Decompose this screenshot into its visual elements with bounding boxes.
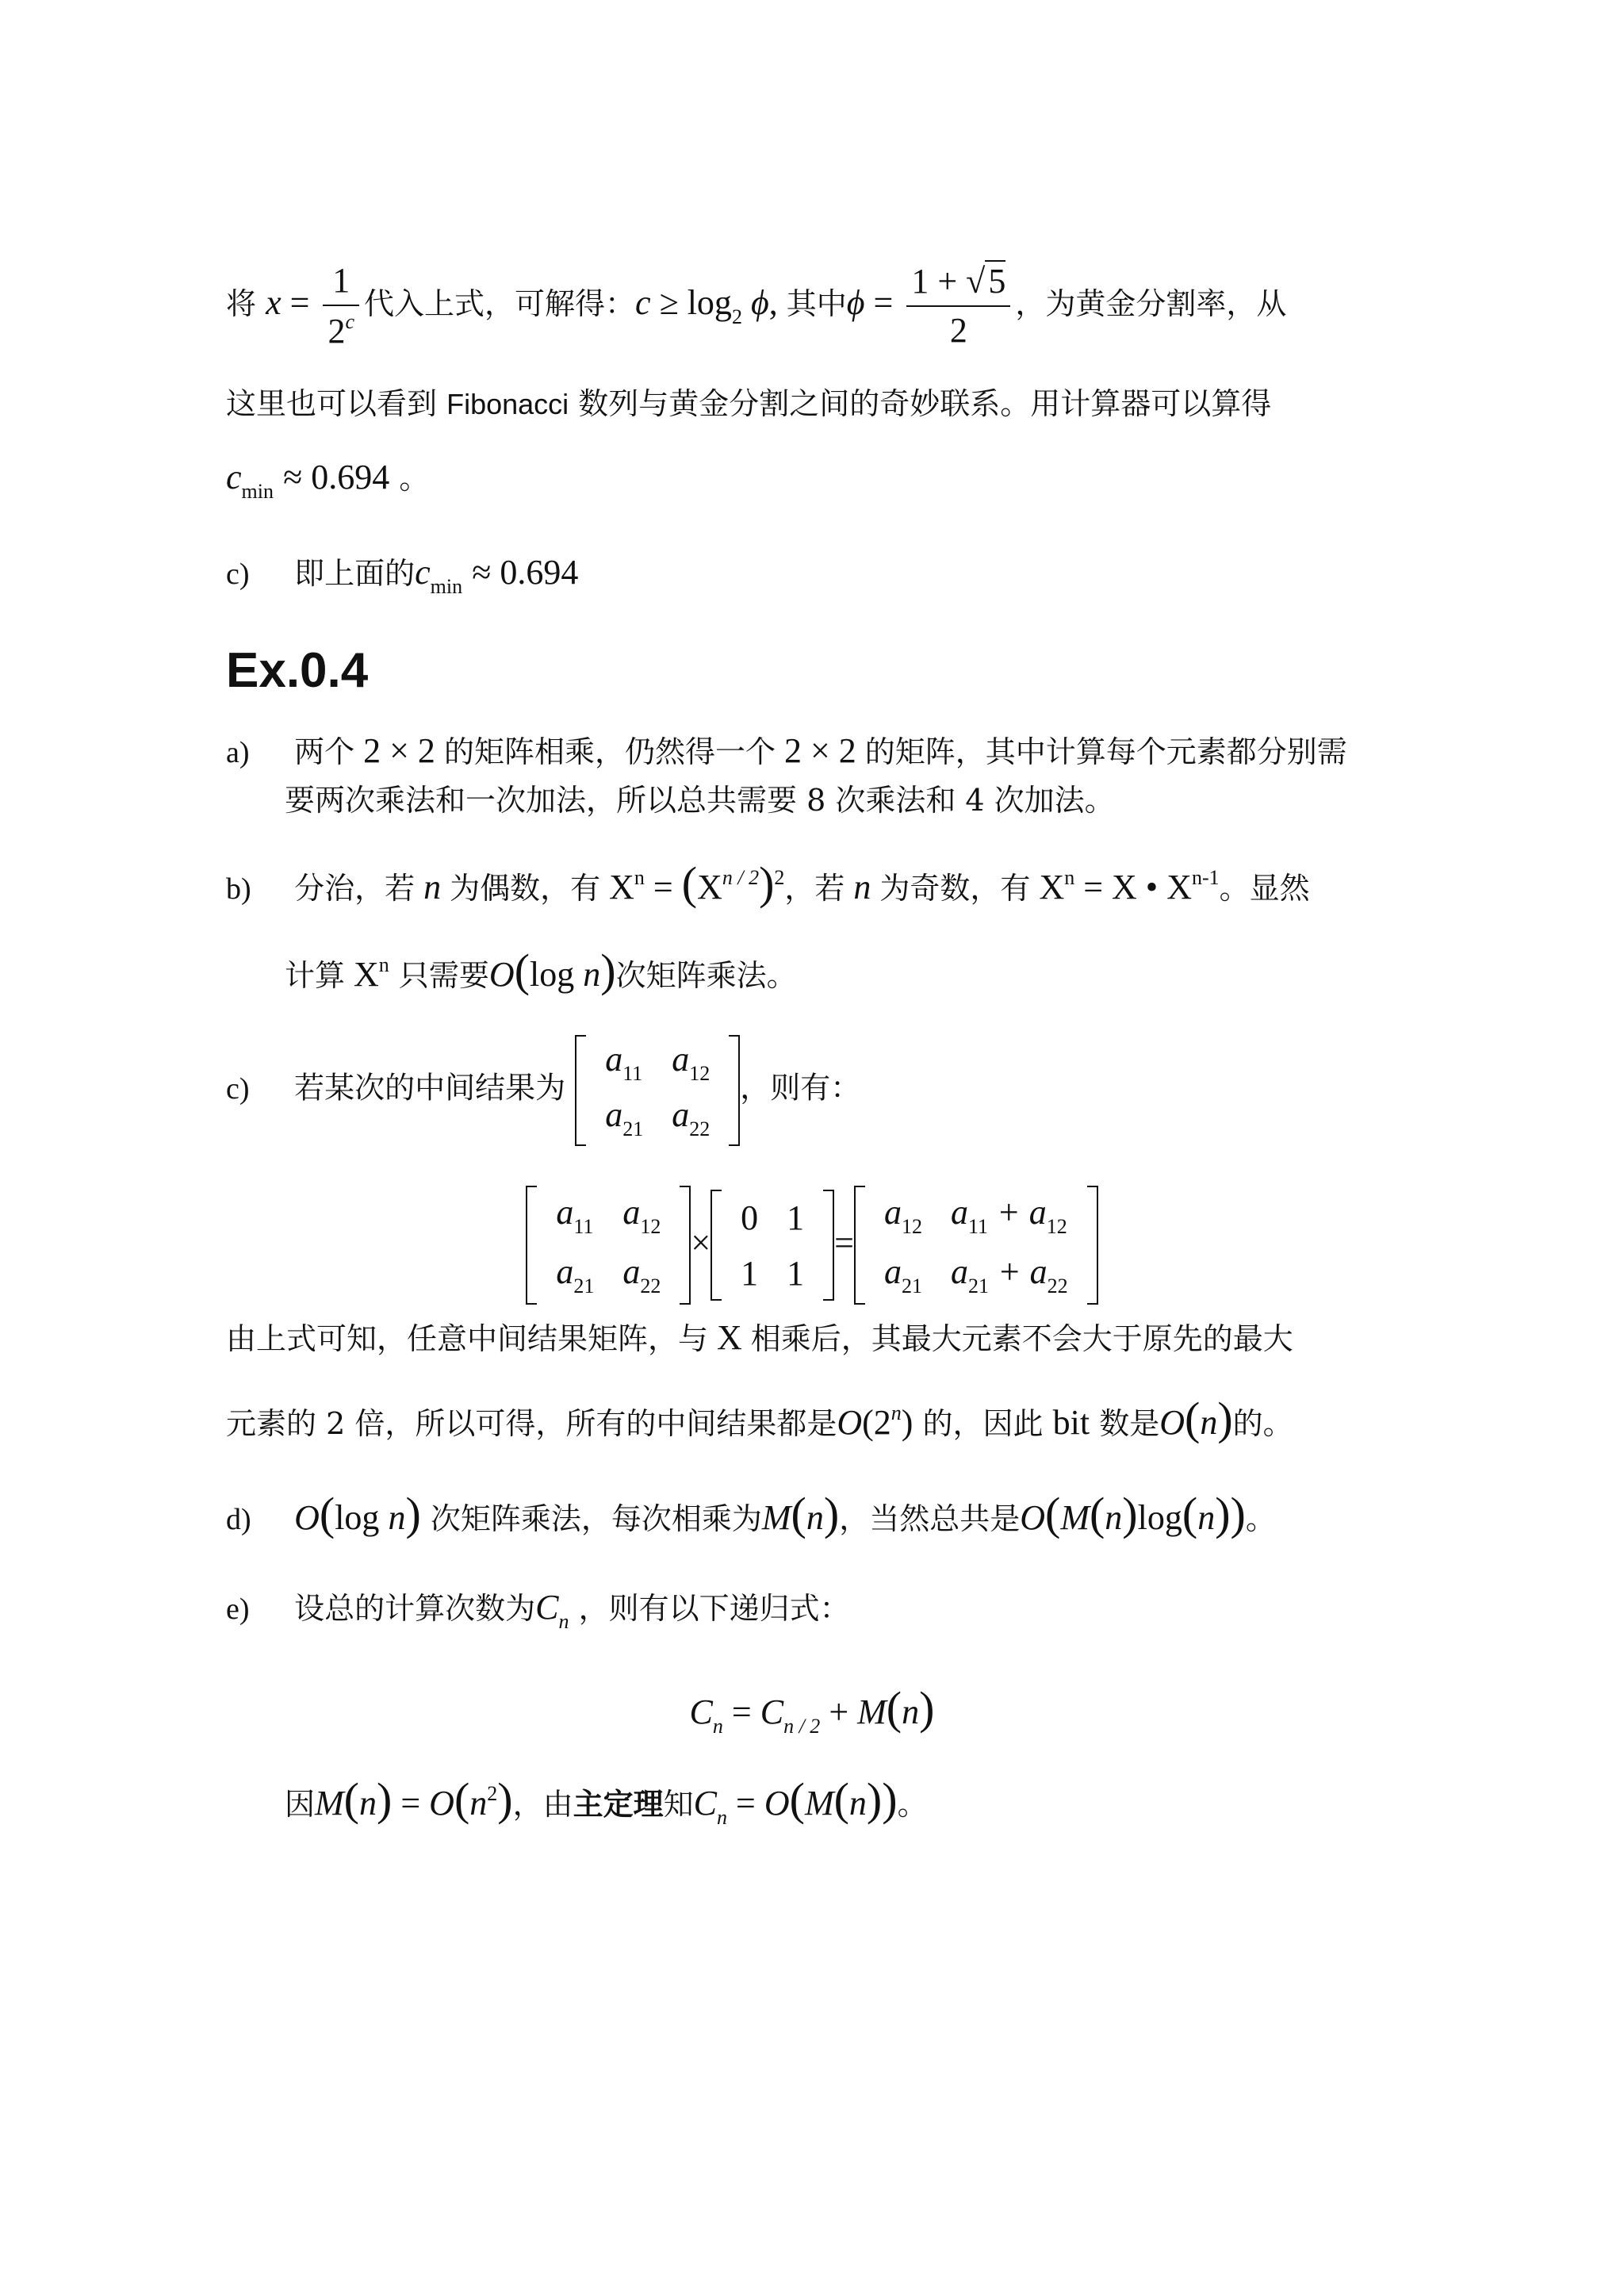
math-sub-n: n bbox=[717, 1806, 727, 1829]
math-equals: = bbox=[392, 1784, 430, 1823]
math-fraction-golden: $\frac{1 + √5}{2}$ bbox=[906, 263, 1010, 351]
math-sup-n-1: n-1 bbox=[1192, 866, 1220, 889]
math-2x2: 2 × 2 bbox=[354, 731, 444, 770]
math-paren: ) bbox=[1122, 1488, 1138, 1539]
text: 若某次的中间结果为 bbox=[294, 1070, 566, 1106]
math-paren: ( bbox=[681, 857, 698, 909]
math-o: O bbox=[488, 955, 515, 994]
text: 要两次乘法和一次加法，所以总共需要 8 次乘法和 4 次加法。 bbox=[285, 783, 1115, 818]
math-equals: = bbox=[281, 282, 319, 322]
math-paren: ) bbox=[919, 1682, 935, 1734]
item-c-previous bbox=[226, 555, 578, 597]
math-equals: = bbox=[644, 868, 682, 907]
text: 即上面的 bbox=[294, 556, 416, 591]
math-o: O bbox=[429, 1784, 454, 1823]
text: ，为黄金分割率，从 bbox=[1015, 286, 1287, 321]
math-sub-n: n bbox=[558, 1610, 569, 1633]
text: 其中 bbox=[786, 286, 847, 321]
math-paren: )) bbox=[1215, 1488, 1246, 1539]
paragraph-golden-ratio-line2 bbox=[226, 386, 1272, 421]
math-c: C bbox=[535, 1588, 559, 1627]
text: ，则有： bbox=[740, 1070, 861, 1106]
item-label: c) bbox=[226, 1071, 250, 1106]
math-paren: ( bbox=[791, 1488, 806, 1539]
text: 知 bbox=[663, 1787, 694, 1822]
math-x: X bbox=[708, 1318, 751, 1357]
math-paren: ( bbox=[1182, 1488, 1198, 1539]
math-fraction-1-over-2c: $\frac{1}{2^c}$ bbox=[323, 262, 359, 351]
math-equals: = bbox=[722, 1692, 760, 1731]
matrix-a: $a_{11}$ $a_{12}$ $a_{21}$ $a_{22}$ bbox=[575, 1035, 740, 1146]
math-m: M bbox=[1060, 1498, 1090, 1537]
math-n: n bbox=[806, 1498, 824, 1537]
math-2x2: 2 × 2 bbox=[775, 731, 865, 770]
math-x-n: X bbox=[600, 868, 634, 907]
math-m: M bbox=[315, 1784, 344, 1823]
math-m: M bbox=[761, 1498, 791, 1537]
matrix-x: 0 1 1 1 bbox=[710, 1190, 834, 1301]
math-o: O bbox=[294, 1498, 320, 1537]
item-c-line1 bbox=[226, 1035, 860, 1146]
text: ，则有以下递归式： bbox=[578, 1591, 850, 1626]
math-n: n bbox=[848, 1784, 867, 1823]
math-o: O bbox=[1020, 1498, 1045, 1537]
math-phi: ϕ bbox=[741, 282, 769, 322]
text: 次矩阵乘法，每次相乘为 bbox=[430, 1501, 762, 1536]
text: 数列与黄金分割之间的奇妙联系。用计算器可以算得 bbox=[578, 386, 1272, 421]
math-paren: ( bbox=[1184, 1393, 1201, 1444]
text: 为偶数，有 bbox=[450, 871, 601, 906]
text: 。 bbox=[897, 1787, 928, 1822]
text: ，由 bbox=[512, 1787, 573, 1822]
item-label: a) bbox=[226, 736, 250, 769]
math-n: n bbox=[415, 868, 450, 907]
math-equals: = bbox=[864, 282, 902, 322]
text: ，若 bbox=[784, 871, 845, 906]
text: 分治，若 bbox=[294, 871, 416, 906]
math-sub-min: min bbox=[241, 480, 274, 503]
text: 将 bbox=[226, 286, 257, 321]
text: 次矩阵乘法。 bbox=[615, 958, 797, 993]
text: 。 bbox=[399, 461, 430, 496]
math-c: C bbox=[760, 1692, 784, 1731]
math-paren: ( bbox=[454, 1773, 470, 1825]
text: 代入上式，可解得： bbox=[364, 286, 636, 321]
math-paren: ( bbox=[319, 1488, 335, 1539]
text: ，当然总共是 bbox=[839, 1501, 1021, 1536]
text: 的。 bbox=[1232, 1406, 1293, 1441]
math-o: O bbox=[764, 1784, 790, 1823]
math-sup-2: 2 bbox=[774, 866, 785, 889]
math-m: M bbox=[857, 1692, 887, 1731]
math-sup-n-half: n / 2 bbox=[722, 866, 760, 889]
math-x-n: X bbox=[1030, 868, 1065, 907]
paragraph-golden-ratio-line1 bbox=[226, 262, 1286, 351]
text: 两个 bbox=[294, 734, 355, 769]
item-a-line2 bbox=[285, 783, 1115, 818]
text: 因 bbox=[285, 1787, 316, 1822]
math-sub-2: 2 bbox=[731, 305, 742, 328]
item-b-line2 bbox=[285, 945, 797, 996]
text: 设总的计算次数为 bbox=[294, 1591, 536, 1626]
math-2-pow-n: (2 bbox=[862, 1403, 891, 1442]
math-paren: ( bbox=[1044, 1488, 1061, 1539]
math-x: X bbox=[697, 868, 722, 907]
math-value: ≈ 0.694 bbox=[472, 553, 579, 592]
text: 相乘后，其最大元素不会大于原先的最大 bbox=[750, 1321, 1293, 1356]
item-label: e) bbox=[226, 1593, 250, 1626]
item-e-conclusion bbox=[285, 1773, 928, 1829]
math-c-ge-log: c bbox=[635, 282, 651, 322]
text: 元素的 2 倍，所以可得，所有的中间结果都是 bbox=[226, 1406, 837, 1441]
math-n: n bbox=[902, 1692, 920, 1731]
word-fibonacci: Fibonacci bbox=[446, 388, 569, 420]
math-sub-min: min bbox=[430, 575, 463, 598]
math-times: × bbox=[691, 1223, 711, 1263]
word-bit: bit bbox=[1052, 1403, 1090, 1442]
text: 数是 bbox=[1099, 1406, 1160, 1441]
math-paren: ( bbox=[1089, 1488, 1105, 1539]
item-label: b) bbox=[226, 872, 251, 906]
text: 的矩阵，其中计算每个元素都分别需 bbox=[864, 734, 1347, 769]
math-c-min: c bbox=[226, 458, 242, 496]
math-paren: ( bbox=[886, 1682, 902, 1734]
math-c: C bbox=[693, 1784, 717, 1823]
text: 只需要 bbox=[398, 958, 489, 993]
math-c-min: c bbox=[415, 553, 431, 592]
math-paren: ) bbox=[497, 1773, 513, 1825]
recurrence-equation bbox=[0, 1681, 1624, 1738]
math-paren: ( bbox=[514, 945, 530, 996]
math-equals: = bbox=[834, 1223, 854, 1263]
text: 。 bbox=[1245, 1501, 1276, 1536]
math-sup-2: 2 bbox=[487, 1782, 498, 1805]
math-phi-def: ϕ bbox=[846, 282, 865, 322]
item-b-line1 bbox=[226, 857, 1310, 909]
text: 为奇数，有 bbox=[879, 871, 1031, 906]
math-m: M bbox=[804, 1784, 834, 1823]
math-equals: = bbox=[727, 1784, 764, 1823]
text: 这里也可以看到 bbox=[226, 386, 438, 421]
text: 计算 bbox=[285, 958, 346, 993]
item-d bbox=[226, 1488, 1276, 1539]
paragraph-golden-ratio-line3 bbox=[226, 460, 429, 502]
math-paren: )) bbox=[866, 1773, 898, 1825]
text: 的，因此 bbox=[922, 1406, 1044, 1441]
math-n: n bbox=[379, 1498, 406, 1537]
item-e bbox=[226, 1590, 850, 1632]
item-label: d) bbox=[226, 1503, 251, 1536]
math-n: n bbox=[1200, 1403, 1218, 1442]
math-paren: ) bbox=[759, 857, 775, 909]
math-sup-n: n bbox=[378, 953, 389, 976]
section-heading: Ex.0.4 bbox=[226, 643, 369, 698]
math-paren: ) bbox=[600, 945, 616, 996]
text: 的矩阵相乘，仍然得一个 bbox=[443, 734, 776, 769]
math-x: x bbox=[266, 282, 282, 322]
math-paren: ) bbox=[901, 1403, 914, 1442]
math-sup-n: n bbox=[891, 1401, 902, 1424]
math-n: n bbox=[1197, 1498, 1216, 1537]
math-n: n bbox=[469, 1784, 488, 1823]
matrix-a: $a_{11}$ $a_{12}$ $a_{21}$ $a_{22}$ bbox=[526, 1186, 691, 1305]
math-o: O bbox=[837, 1403, 863, 1442]
math-x-n: X bbox=[345, 955, 379, 994]
math-paren: ) bbox=[823, 1488, 840, 1539]
math-plus: + bbox=[820, 1692, 858, 1731]
math-n: n bbox=[359, 1784, 377, 1823]
item-c-after-line1 bbox=[226, 1320, 1293, 1355]
math-c: C bbox=[689, 1692, 713, 1731]
math-equals-product: = X • X bbox=[1074, 868, 1192, 907]
math-log: log bbox=[1137, 1498, 1182, 1537]
math-paren: ( bbox=[343, 1773, 359, 1825]
math-n: n bbox=[845, 868, 880, 907]
math-sub-n-half: n / 2 bbox=[783, 1715, 821, 1738]
text: 由上式可知，任意中间结果矩阵，与 bbox=[226, 1321, 709, 1356]
math-n: n bbox=[574, 955, 601, 994]
math-o: O bbox=[1159, 1403, 1185, 1442]
math-paren: ( bbox=[789, 1773, 805, 1825]
math-log: log bbox=[335, 1498, 380, 1537]
item-a-line1 bbox=[226, 731, 1347, 770]
math-paren: ) bbox=[377, 1773, 393, 1825]
text-master-theorem: 主定理 bbox=[573, 1786, 664, 1822]
item-label: c) bbox=[226, 558, 250, 591]
math-sup-n: n bbox=[634, 866, 645, 889]
math-paren: ( bbox=[833, 1773, 849, 1825]
math-paren: ) bbox=[1217, 1393, 1233, 1444]
math-paren: ) bbox=[405, 1488, 421, 1539]
item-c-after-line2 bbox=[226, 1393, 1293, 1444]
matrix-result: $a_{12}$ $a_{11} + a_{12}$ $a_{21}$ $a_{21} + a_{22}$ bbox=[854, 1186, 1098, 1305]
math-value: ≈ 0.694 bbox=[283, 458, 390, 496]
math-sub-n: n bbox=[712, 1715, 723, 1738]
math-ge: ≥ log bbox=[650, 282, 732, 322]
math-comma: , bbox=[768, 282, 787, 322]
math-sup-n: n bbox=[1064, 866, 1075, 889]
math-n: n bbox=[1105, 1498, 1123, 1537]
text: 。显然 bbox=[1219, 871, 1310, 906]
math-log: log bbox=[530, 955, 575, 994]
matrix-equation bbox=[0, 1186, 1624, 1305]
